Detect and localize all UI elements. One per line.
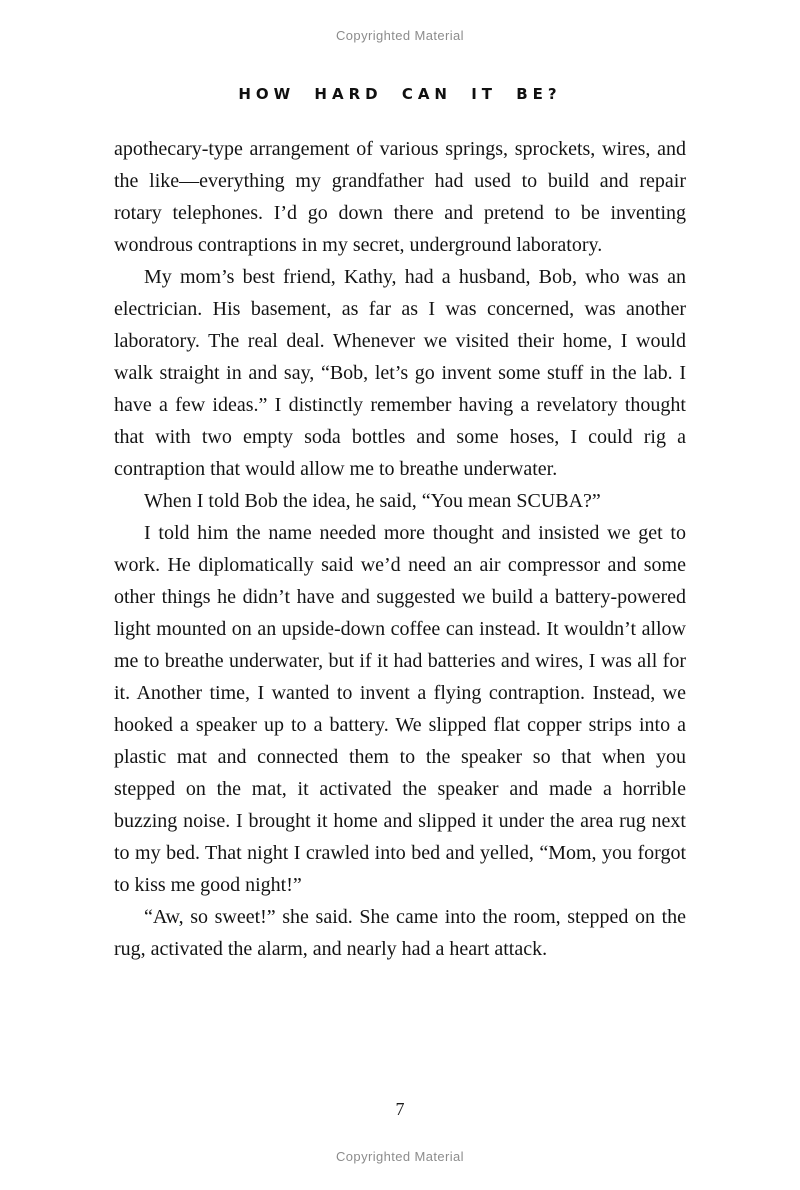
paragraph-continuation: apothecary-type arrangement of various springs, sprockets, wires, and the like—everything my grandfather had used to build and repair rotary telephones. I’d go down there and pretend to be inventing wondrous contraptions in my secret, underground laboratory.: [114, 138, 686, 256]
page-number: 7: [395, 1099, 405, 1119]
paragraph: When I told Bob the idea, he said, “You mean SCUBA?”: [144, 490, 601, 512]
copyright-notice-bottom: Copyrighted Material: [336, 1149, 464, 1164]
paragraph: I told him the name needed more thought and insisted we get to work. He diplomatically said we’d need an air compressor and some other things he didn’t have and suggested we build a battery-powered light mounted on an upside-down coffee can instead. It wouldn’t allow me to breathe underwater, but if it had batteries and wires, I was all for it. Another time, I wanted to invent a flying contraption. Instead, we hooked a speaker up to a battery. We slipped flat copper strips into a plastic mat and connected them to the speaker so that when you stepped on the mat, it activated the speaker and made a horrible buzzing noise. I brought it home and slipped it under the area rug next to my bed. That night I crawled into bed and yelled, “Mom, you forgot to kiss me good night!”: [114, 522, 686, 896]
body-text: [114, 133, 686, 965]
chapter-running-head: HOW HARD CAN IT BE?: [238, 85, 562, 103]
paragraph: My mom’s best friend, Kathy, had a husband, Bob, who was an electrician. His basement, as far as I was concerned, was another laboratory. The real deal. Whenever we visited their home, I would walk straight in and say, “Bob, let’s go invent some stuff in the lab. I have a few ideas.” I distinctly remember having a revelatory thought that with two empty soda bottles and some hoses, I could rig a contraption that would allow me to breathe underwater.: [114, 266, 686, 480]
copyright-notice-top: Copyrighted Material: [336, 28, 464, 43]
paragraph: “Aw, so sweet!” she said. She came into the room, stepped on the rug, activated the alarm, and nearly had a heart attack.: [114, 906, 686, 960]
